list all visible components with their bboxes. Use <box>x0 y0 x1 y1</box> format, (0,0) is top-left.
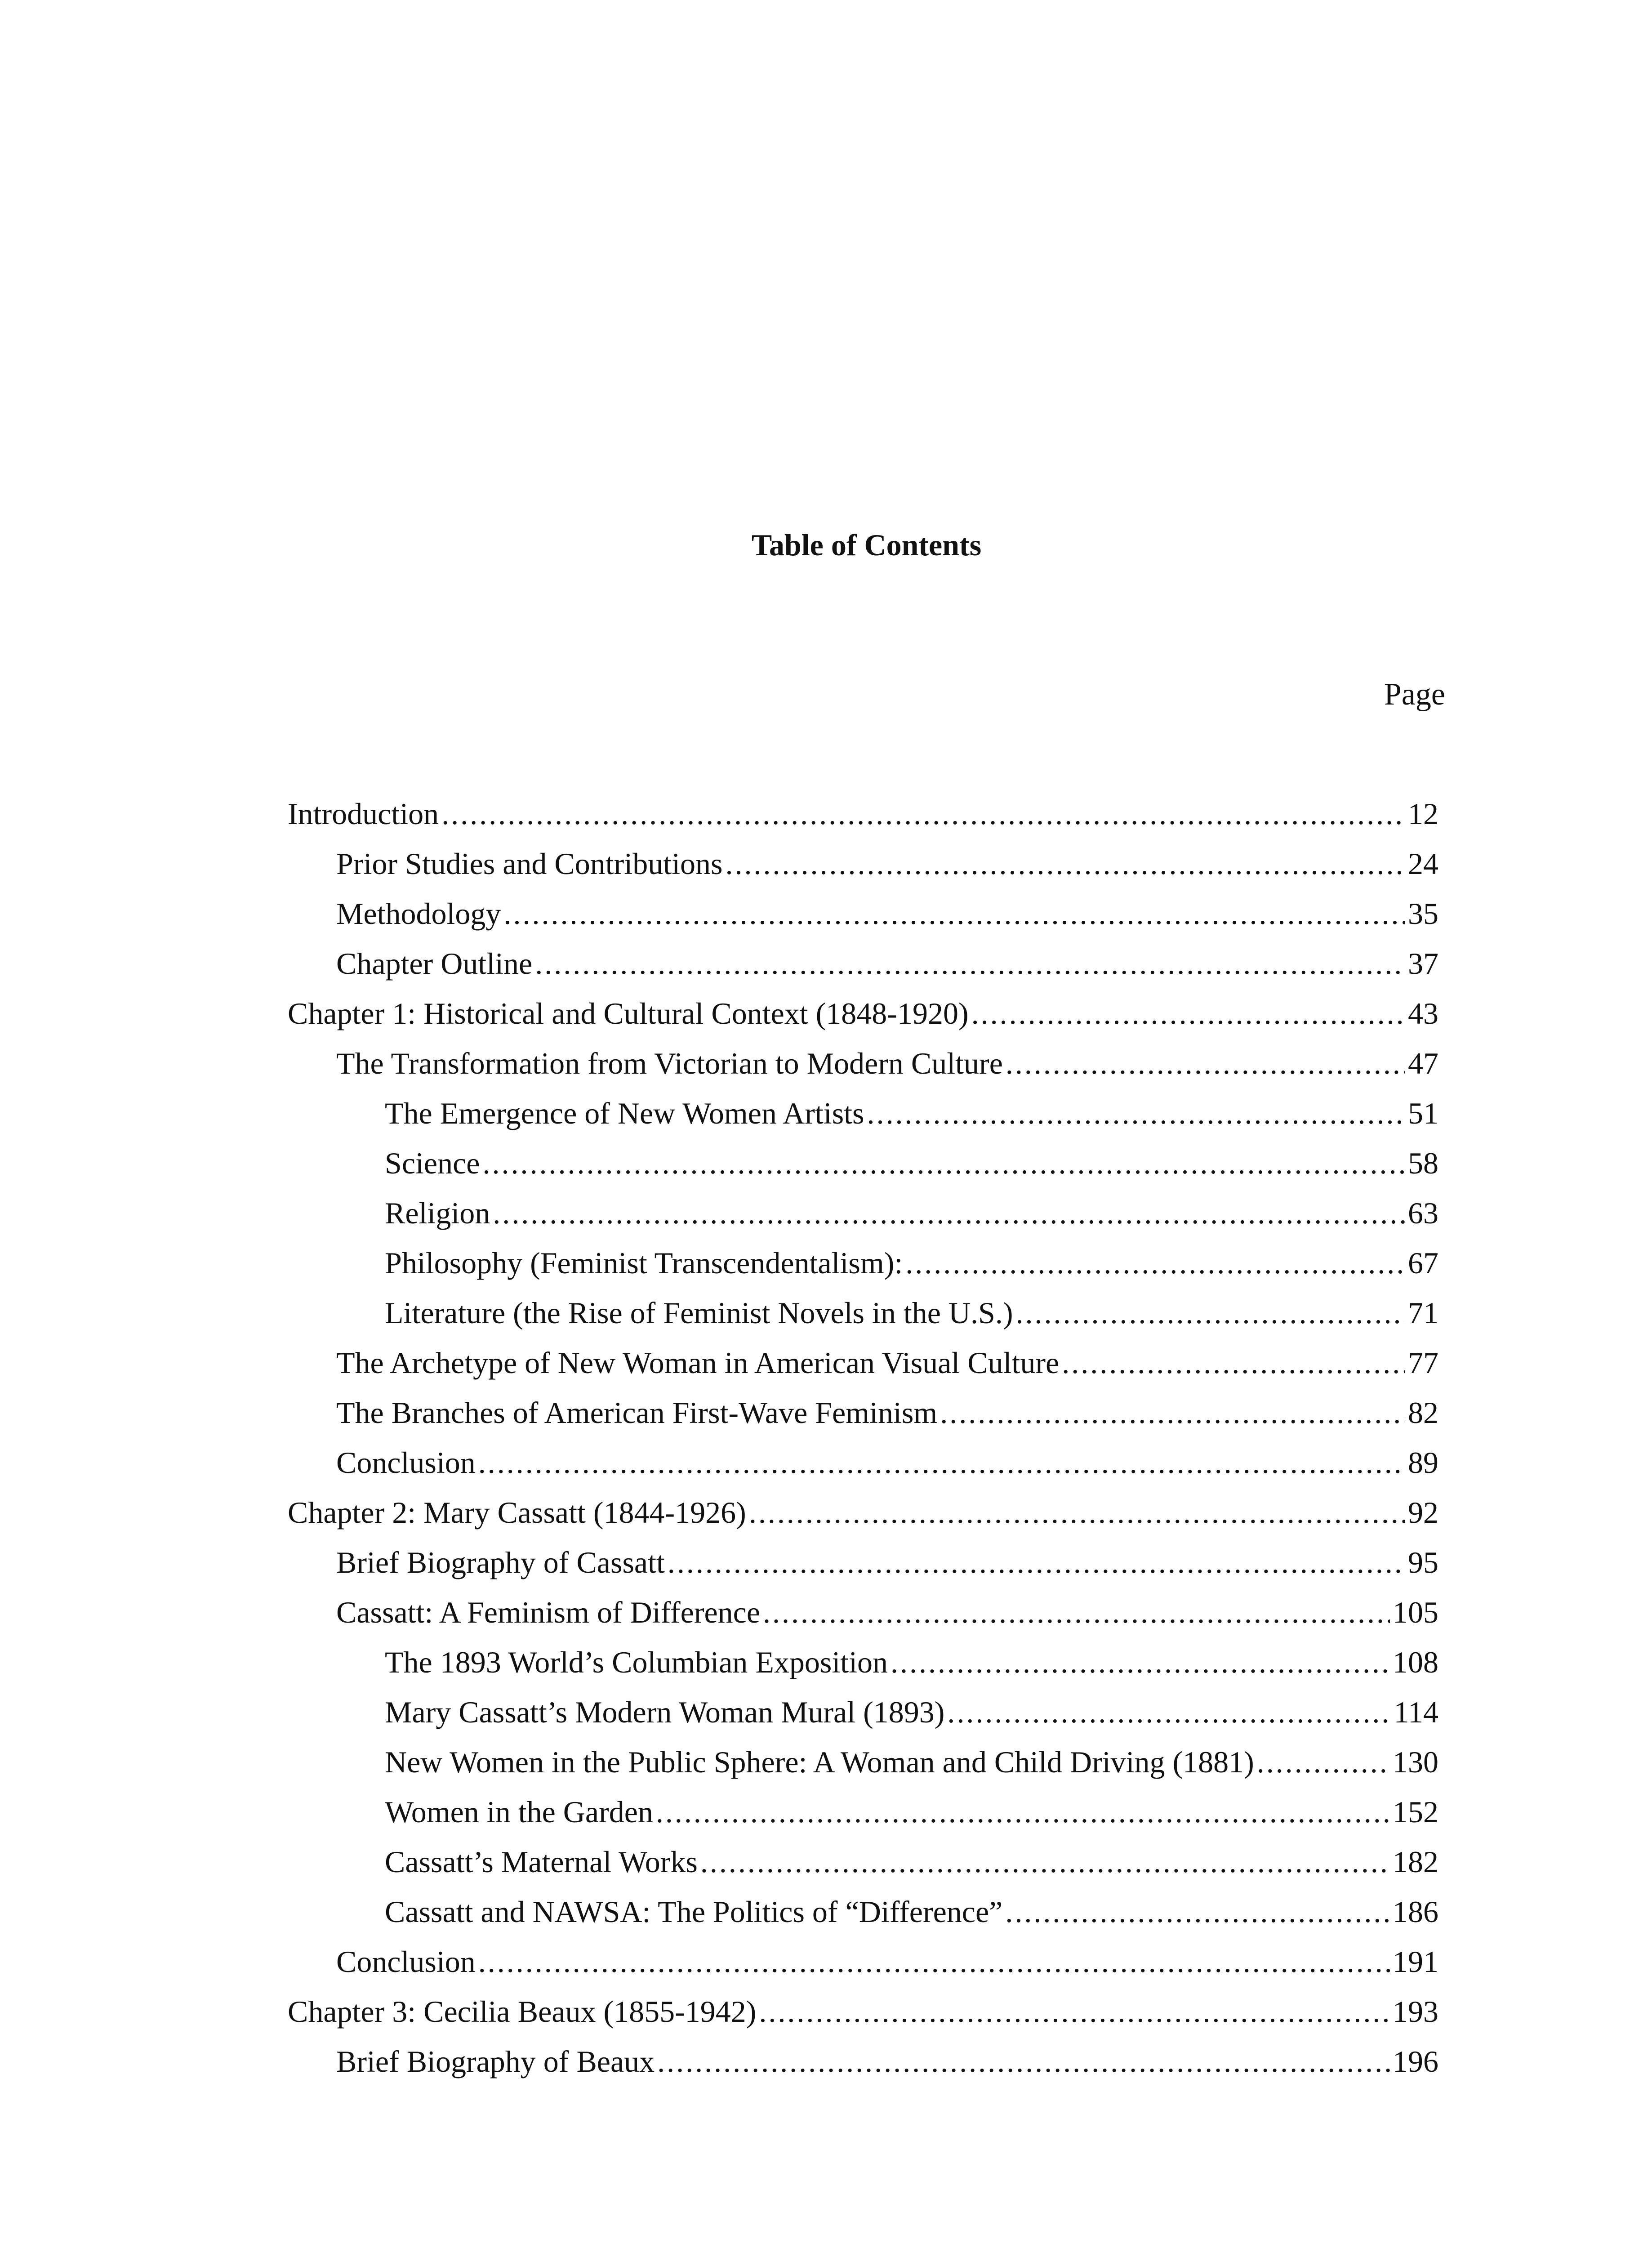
toc-entry <box>288 1238 1438 1288</box>
toc-entry-title: Cassatt’s Maternal Works <box>385 1845 698 1879</box>
dot-leader <box>1016 1288 1405 1338</box>
dot-leader <box>759 1987 1390 2037</box>
toc-entry <box>288 939 1438 989</box>
toc-entry <box>288 839 1438 889</box>
dot-leader <box>478 1937 1390 1987</box>
dot-leader <box>668 1538 1405 1588</box>
toc-entry-page-number: 58 <box>1408 1146 1438 1180</box>
dot-leader <box>763 1588 1390 1637</box>
toc-entry-page-number: 108 <box>1393 1645 1438 1679</box>
dot-leader <box>725 839 1405 889</box>
dot-leader <box>478 1438 1405 1488</box>
toc-entry-title: Science <box>385 1146 480 1180</box>
dot-leader <box>891 1637 1390 1687</box>
toc-entry-page-number: 24 <box>1408 847 1438 881</box>
toc-entry-title: The Archetype of New Woman in American Visual Culture <box>336 1346 1060 1380</box>
toc-entry <box>288 1438 1438 1488</box>
toc-entry <box>288 1787 1438 1837</box>
toc-entry <box>288 889 1438 939</box>
dot-leader <box>947 1687 1391 1737</box>
toc-entry-title: Conclusion <box>336 1445 476 1480</box>
dot-leader <box>971 989 1405 1039</box>
toc-entry-title: The Branches of American First-Wave Feminism <box>336 1396 938 1430</box>
toc-entry-page-number: 186 <box>1393 1895 1438 1929</box>
dot-leader <box>700 1837 1390 1887</box>
toc-entry-page-number: 182 <box>1393 1845 1438 1879</box>
toc-entry-page-number: 35 <box>1408 897 1438 931</box>
toc-entry <box>288 1887 1438 1937</box>
toc-entry-title: Prior Studies and Contributions <box>336 847 723 881</box>
toc-entry-title: The Emergence of New Women Artists <box>385 1096 864 1130</box>
toc-entry-title: The 1893 World’s Columbian Exposition <box>385 1645 888 1679</box>
toc-entry-page-number: 130 <box>1393 1745 1438 1779</box>
toc-entry <box>288 2037 1438 2087</box>
toc-entry-page-number: 77 <box>1408 1346 1438 1380</box>
toc-entry <box>288 1338 1438 1388</box>
toc-entry-title: Literature (the Rise of Feminist Novels in the U.S.) <box>385 1296 1013 1330</box>
dot-leader <box>1257 1737 1390 1787</box>
toc-entry <box>288 1637 1438 1687</box>
toc-entry-page-number: 95 <box>1408 1545 1438 1579</box>
toc-entry-page-number: 114 <box>1394 1695 1438 1729</box>
toc-entry-title: Cassatt: A Feminism of Difference <box>336 1595 761 1629</box>
toc-entry-title: Women in the Garden <box>385 1795 653 1829</box>
toc-entry <box>288 1039 1438 1088</box>
dot-leader <box>749 1488 1405 1538</box>
dot-leader <box>493 1188 1405 1238</box>
toc-entry <box>288 989 1438 1039</box>
dot-leader <box>656 1787 1390 1837</box>
toc-entry <box>288 1937 1438 1987</box>
toc-entry <box>288 1388 1438 1438</box>
toc-entry-page-number: 71 <box>1408 1296 1438 1330</box>
toc-entry-title: Chapter 2: Mary Cassatt (1844-1926) <box>288 1495 746 1530</box>
toc-entry <box>288 1088 1438 1138</box>
toc-entry-page-number: 51 <box>1408 1096 1438 1130</box>
dot-leader <box>441 789 1405 839</box>
toc-entry-title: Introduction <box>288 797 439 831</box>
toc-entry <box>288 789 1438 839</box>
toc-entry-title: Mary Cassatt’s Modern Woman Mural (1893) <box>385 1695 945 1729</box>
dot-leader <box>867 1088 1405 1138</box>
page-column-header: Page <box>1384 677 1445 712</box>
toc-entry-title: Brief Biography of Cassatt <box>336 1545 665 1579</box>
toc-entry-title: Brief Biography of Beaux <box>336 2044 655 2079</box>
toc-entry-title: Methodology <box>336 897 501 931</box>
page-title: Table of Contents <box>751 528 982 562</box>
toc-entry-page-number: 92 <box>1408 1495 1438 1530</box>
toc-entry-page-number: 191 <box>1393 1945 1438 1979</box>
dot-leader <box>1005 1887 1390 1937</box>
toc-entry-page-number: 47 <box>1408 1046 1438 1080</box>
toc-entry <box>288 1687 1438 1737</box>
toc-entry <box>288 1138 1438 1188</box>
dot-leader <box>940 1388 1405 1438</box>
dot-leader <box>535 939 1405 989</box>
toc-entry-title: Cassatt and NAWSA: The Politics of “Difference” <box>385 1895 1003 1929</box>
toc-entry-page-number: 152 <box>1393 1795 1438 1829</box>
toc-entry-page-number: 89 <box>1408 1445 1438 1480</box>
dot-leader <box>503 889 1405 939</box>
toc-entry-page-number: 196 <box>1393 2044 1438 2079</box>
toc-entry <box>288 1737 1438 1787</box>
toc-entry <box>288 1538 1438 1588</box>
toc-entry-page-number: 193 <box>1393 1994 1438 2029</box>
toc-entry-page-number: 12 <box>1408 797 1438 831</box>
dot-leader <box>1006 1039 1405 1088</box>
toc-entry-title: Chapter Outline <box>336 946 533 981</box>
dot-leader <box>1062 1338 1405 1388</box>
toc-list <box>288 789 1438 2087</box>
toc-entry-page-number: 67 <box>1408 1246 1438 1280</box>
toc-entry-title: Religion <box>385 1196 490 1230</box>
toc-entry-title: Conclusion <box>336 1945 476 1979</box>
dot-leader <box>905 1238 1405 1288</box>
toc-entry <box>288 1488 1438 1538</box>
toc-entry <box>288 1188 1438 1238</box>
dot-leader <box>657 2037 1390 2087</box>
toc-entry-page-number: 63 <box>1408 1196 1438 1230</box>
toc-entry-page-number: 43 <box>1408 996 1438 1030</box>
toc-entry <box>288 1987 1438 2037</box>
toc-entry <box>288 1288 1438 1338</box>
toc-entry-title: New Women in the Public Sphere: A Woman and Child Driving (1881) <box>385 1745 1254 1779</box>
dot-leader <box>482 1138 1405 1188</box>
toc-entry-page-number: 82 <box>1408 1396 1438 1430</box>
toc-entry-title: Philosophy (Feminist Transcendentalism): <box>385 1246 903 1280</box>
toc-entry <box>288 1837 1438 1887</box>
toc-entry-page-number: 105 <box>1393 1595 1438 1629</box>
toc-entry-title: The Transformation from Victorian to Modern Culture <box>336 1046 1003 1080</box>
toc-entry-title: Chapter 3: Cecilia Beaux (1855-1942) <box>288 1994 757 2029</box>
toc-entry <box>288 1588 1438 1637</box>
toc-entry-page-number: 37 <box>1408 946 1438 981</box>
toc-entry-title: Chapter 1: Historical and Cultural Context (1848-1920) <box>288 996 969 1030</box>
